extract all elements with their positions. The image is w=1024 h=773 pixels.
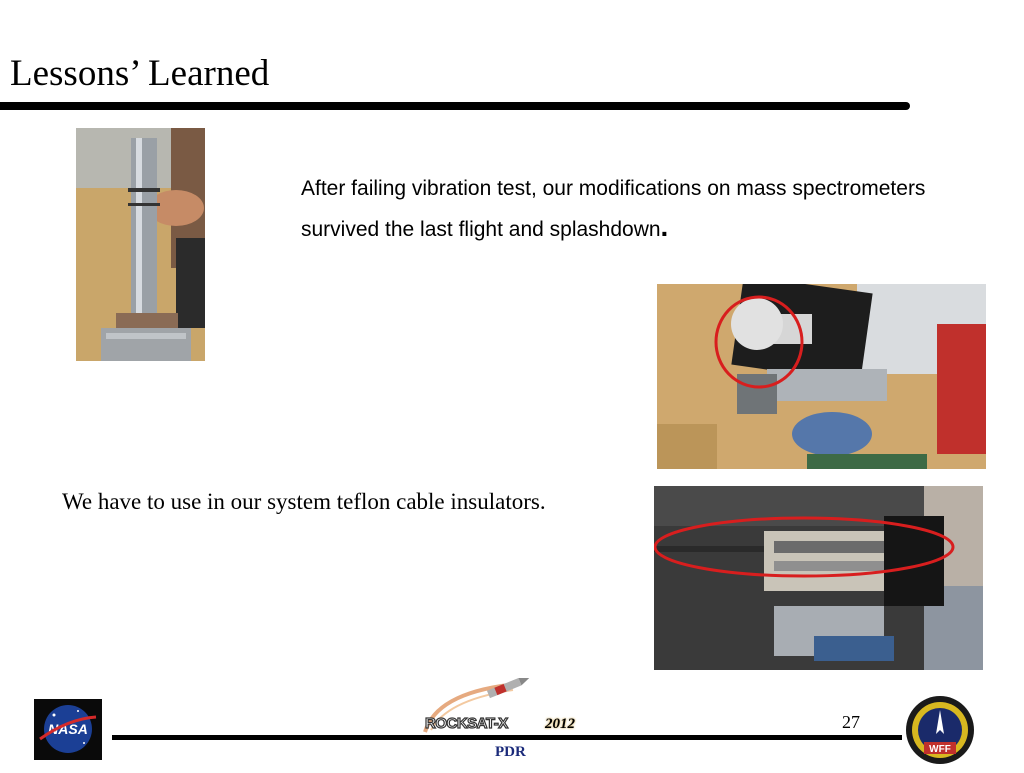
nasa-logo <box>34 699 102 760</box>
wff-logo <box>902 690 978 768</box>
vibration-test-text <box>301 170 961 249</box>
svg-text:ROCKSAT-X: ROCKSAT-X <box>425 715 508 732</box>
spectrometer-photo <box>76 128 205 361</box>
instrument-circled-photo <box>657 284 986 469</box>
circuit-board-circled-photo <box>654 486 983 670</box>
sentence-period: . <box>660 211 669 242</box>
teflon-insulators-text: We have to use in our system teflon cable insulators. <box>62 489 546 514</box>
slide-title: Lessons’ Learned <box>10 53 270 94</box>
title-underline <box>0 102 910 110</box>
pdr-label: PDR <box>495 744 526 760</box>
svg-text:NASA: NASA <box>48 721 88 737</box>
svg-text:WFF: WFF <box>929 744 951 755</box>
vibration-test-sentence: After failing vibration test, our modifications on mass spectrometers survived the last flight and splashdown <box>301 177 926 241</box>
page-number: 27 <box>842 712 860 732</box>
logo-year: 2012 <box>545 716 575 732</box>
